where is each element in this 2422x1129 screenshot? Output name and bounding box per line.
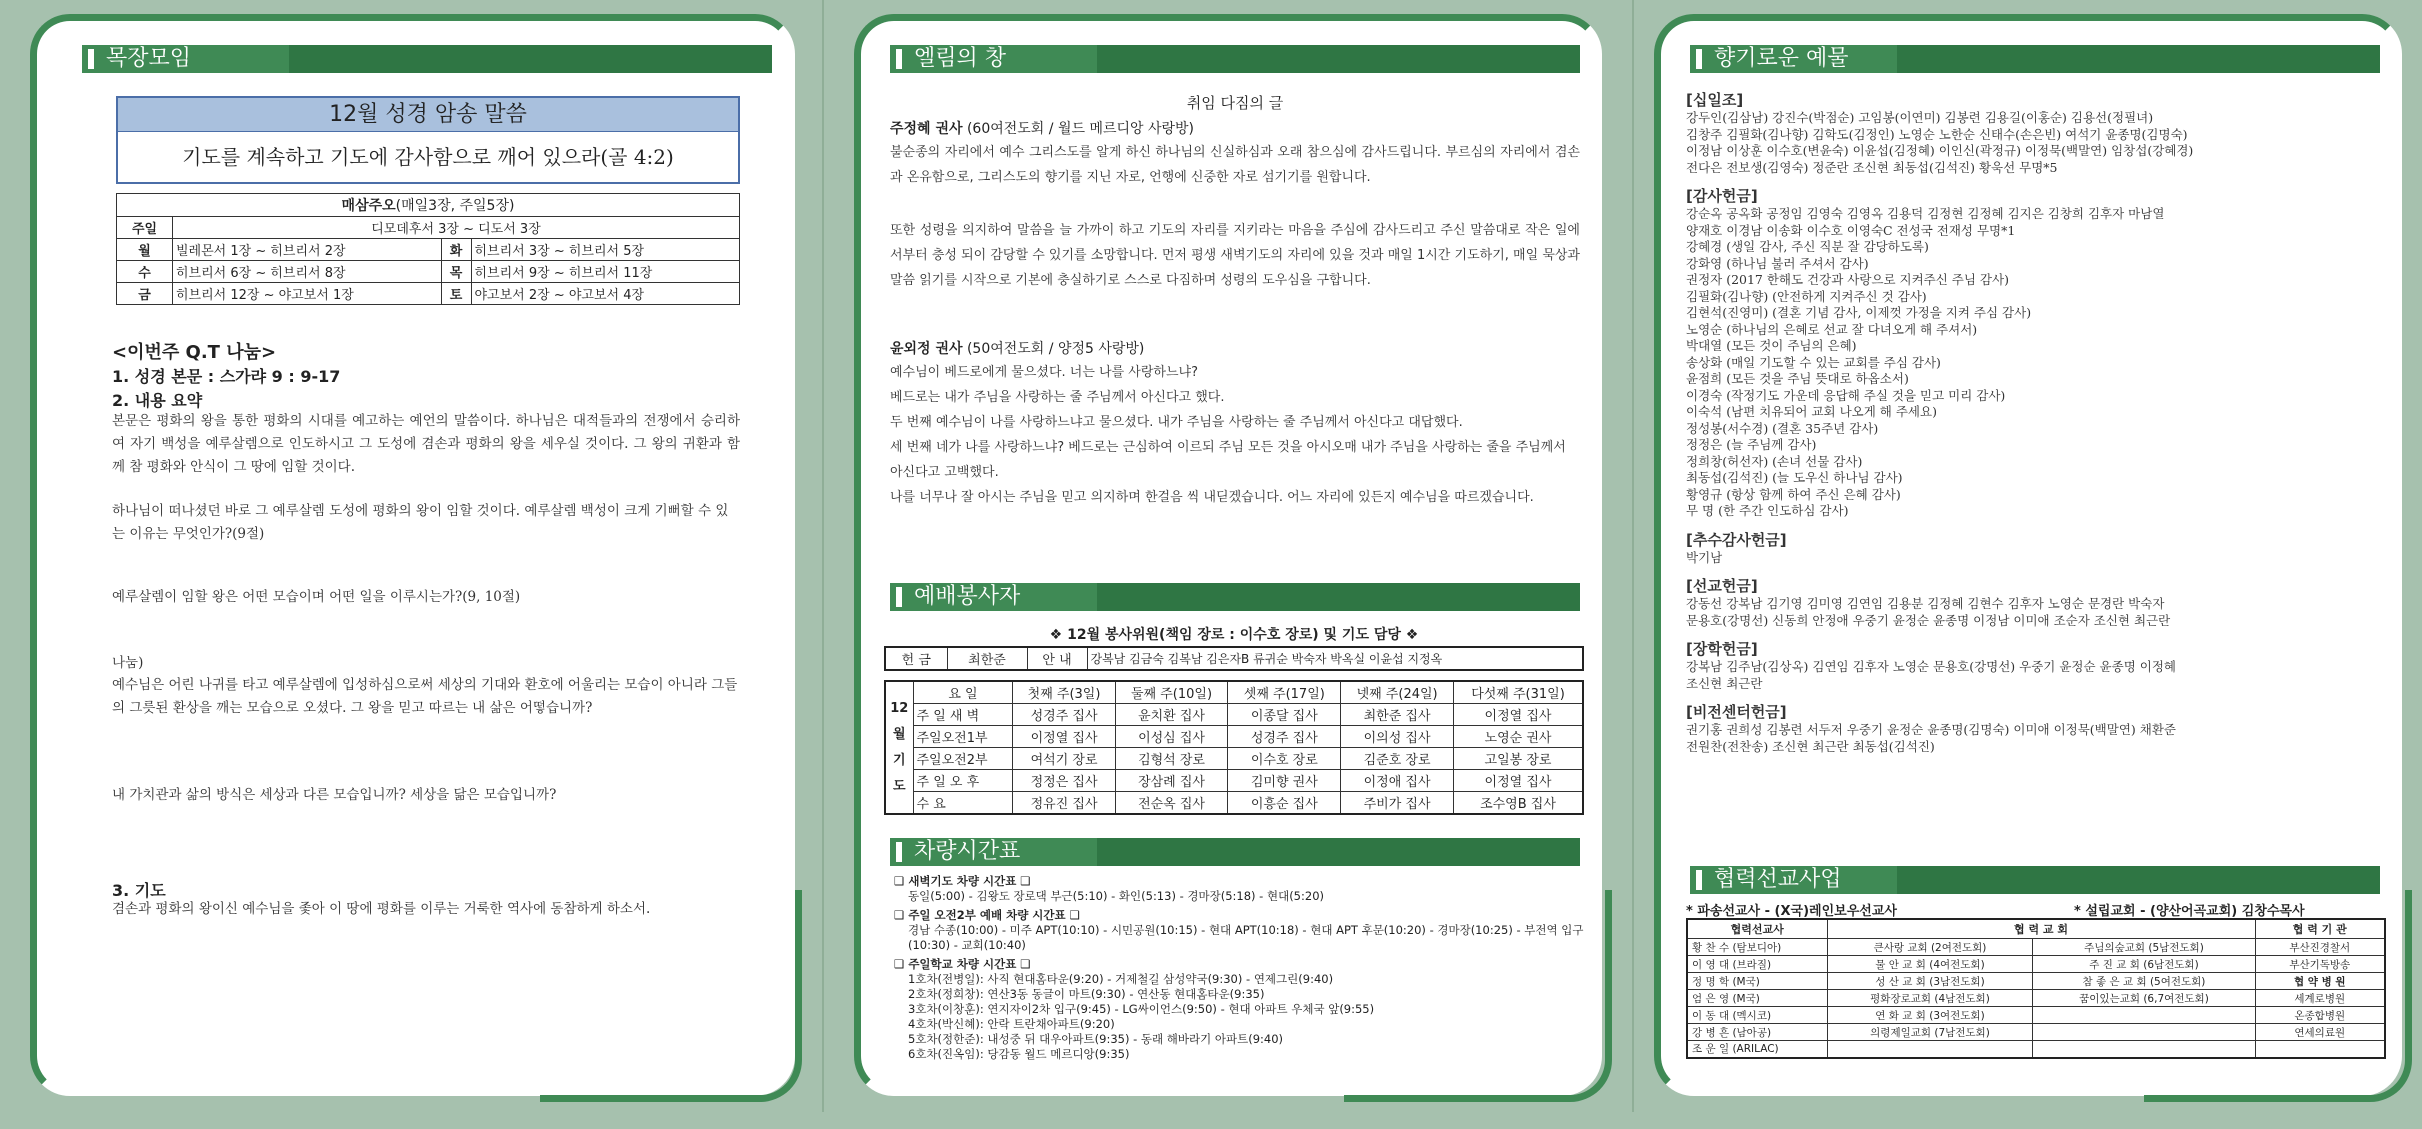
mission-cell: 꿈이있는교회 (6,7여전도회): [2033, 990, 2255, 1007]
offering-line: 황영규 (항상 함께 하여 주신 은혜 감사): [1686, 486, 1901, 502]
col-header: 협 력 기 관: [2255, 919, 2385, 939]
table-row: [1687, 939, 2385, 956]
panel-3: [1634, 0, 2422, 1112]
section-header: 엘림의 창: [890, 45, 1580, 73]
offering-line: 이경숙 (작정기도 가운데 응답해 주실 것을 믿고 미리 감사): [1686, 387, 2006, 403]
offering-line: 노영순 (하나님의 은혜로 선교 잘 다녀오게 해 주셔서): [1686, 321, 1978, 337]
table-row: [1687, 973, 2385, 990]
reading-cell: 히브리서 9장 ~ 히브리서 11장: [471, 261, 740, 283]
mission-cell: [2033, 1007, 2255, 1024]
bus-text: 6호차(진옥임): 당감동 월드 메르디앙(9:35): [908, 1047, 1130, 1061]
col-header: 둘째 주(10일): [1115, 681, 1228, 704]
col-header: 넷째 주(24일): [1341, 681, 1454, 704]
reading-cell: 히브리서 6장 ~ 히브리서 8장: [173, 261, 442, 283]
day-label: 목: [441, 261, 471, 283]
essay-title: 취임 다짐의 글: [1186, 94, 1284, 112]
offering-line: 김필화(김나향) (안전하게 지켜주신 것 감사): [1686, 288, 1927, 304]
day-label: 토: [441, 283, 471, 305]
mission-cell: 황 찬 수 (탐보디아): [1687, 939, 1827, 956]
sunday-text: 디모데후서 3장 ~ 디도서 3장: [173, 217, 740, 239]
offering-label: 헌 금: [885, 647, 947, 670]
offering-line: 이정남 이상훈 이수호(변윤숙) 이윤섭(김정혜) 이인신(곽정규) 이정묵(백말연) 임창섭(강혜경): [1686, 143, 2194, 158]
offering-line: 김창주 김필화(김나향) 김학도(김정인) 노영순 노한순 신태수(손은빈) 여석기 윤종명(김명숙): [1686, 126, 2188, 142]
bus-title: ❑ 주일학교 차량 시간표 ❑: [894, 957, 1031, 971]
bus-text: 4호차(박신혜): 안락 트란채아파트(9:20): [908, 1017, 1115, 1031]
mission-cell: 조 운 일 (ARILAC): [1687, 1041, 1827, 1058]
qt-summary-2: 하나님이 떠나셨던 바로 그 예루살렘 도성에 평화의 왕이 임할 것이다. 예루살렘 백성이 크게 기뻐할 수 있는 이유는 무엇인가?(9절): [112, 503, 729, 542]
day-label: 금: [117, 283, 173, 305]
offering-line: 강화영 (하나님 불러 주셔서 감사): [1686, 255, 1869, 271]
sunday-label: 주일: [117, 217, 173, 239]
mission-cell: 연세의료원: [2255, 1024, 2385, 1041]
table-row: 주일오전1부 이정열 집사 이성심 집사 성경주 집사 이의성 집사 노영순 권사: [885, 726, 1583, 748]
mission-table: [1686, 918, 2386, 1059]
offering-line: 이숙석 (남편 치유되어 교회 나오게 해 주세요): [1686, 404, 1937, 419]
verse-text: 기도를 계속하고 기도에 감사함으로 깨어 있으라(골 4:2): [182, 145, 674, 169]
essay-2-line: 예수님이 베드로에게 물으셨다. 너는 나를 사랑하느냐?: [890, 365, 1198, 380]
essay-2-line: 나를 너무나 잘 아시는 주님을 믿고 의지하며 한걸음 씩 내딛겠습니다. 어느 자리에 있든지 예수님을 따르겠습니다.: [890, 490, 1534, 505]
mission-cell: [2033, 1041, 2255, 1058]
side-label: 12 월 기 도: [885, 681, 913, 814]
table-row: [1687, 1041, 2385, 1058]
col-header: 셋째 주(17일): [1228, 681, 1341, 704]
usher-names: 강복남 김금숙 김복남 김은자B 류귀순 박숙자 박옥실 이윤섭 지정옥: [1087, 647, 1583, 670]
day-label: 수: [117, 261, 173, 283]
mission-cell: 물 안 교 회 (4여전도회): [1827, 956, 2033, 973]
bus-text: 2호차(정희창): 연산3동 동글이 마트(9:30) - 연산동 현대홈타운(9:35): [908, 987, 1265, 1001]
offering-line: 전원찬(전찬송) 조신현 최근란 최동섭(김석진): [1686, 738, 1935, 754]
table-row: [1687, 956, 2385, 973]
offering-section-title: [비전센터헌금]: [1686, 703, 1787, 721]
mission-cell: [2033, 1024, 2255, 1041]
essay-2-line: 베드로는 내가 주님을 사랑하는 줄 주님께서 아신다고 했다.: [890, 390, 1225, 405]
table-row: 주 일 새 벽 성경주 집사 윤치환 집사 이종달 집사 최한준 집사 이정열 집사: [885, 704, 1583, 726]
mission-cell: 평화장로교회 (4남전도회): [1827, 990, 2033, 1007]
verse-title: 12월 성경 암송 말씀: [118, 98, 738, 132]
prayer-schedule-table: [884, 680, 1584, 815]
mission-cell: 협 약 병 원: [2255, 973, 2385, 990]
offering-list: [1686, 90, 2386, 755]
author-1-info: (60여전도회 / 월드 메르디앙 사랑방): [966, 121, 1195, 137]
reading-cell: 빌레몬서 1장 ~ 히브리서 2장: [173, 239, 442, 261]
mission-cell: 정 명 학 (M국): [1687, 973, 1827, 990]
offering-line: 최동섭(김석진) (늘 도우신 하나님 감사): [1686, 470, 1903, 485]
panel-1: [0, 0, 822, 1112]
panel-2: [824, 0, 1632, 1112]
offering-line: 문용호(강명선) 신동희 안정애 우중기 윤정순 윤종명 이정남 이미애 조순자 조신현 최근란: [1686, 612, 2171, 628]
bible-table-subtitle: (매일3장, 주일5장): [395, 198, 515, 214]
bus-schedules: [894, 874, 1584, 1062]
offering-line: 윤점희 (모든 것을 주님 뜻대로 하옵소서): [1686, 371, 1909, 386]
mission-cell: 온종합병원: [2255, 1007, 2385, 1024]
offering-section-title: [선교헌금]: [1686, 577, 1758, 595]
bible-table-title: 매삼주오: [341, 198, 396, 214]
essay-2-line: 세 번째 네가 나를 사랑하느냐? 베드로는 근심하여 이르되 주님 모든 것을 아시오매 내가 주님을 사랑하는 줄을 주님께서 아신다고 고백했다.: [890, 440, 1566, 480]
author-2-name: 윤외정 권사: [890, 341, 963, 357]
offering-line: 박대열 (모든 것이 주님의 은혜): [1686, 338, 1857, 353]
offering-line: 박기남: [1686, 549, 1723, 565]
offering-section-title: [추수감사헌금]: [1686, 530, 1787, 549]
reading-cell: 야고보서 2장 ~ 야고보서 4장: [471, 283, 740, 305]
mission-cell: 강 병 흔 (남아공): [1687, 1024, 1827, 1041]
offering-name: 최한준: [947, 647, 1027, 670]
offering-line: 양재호 이경남 이송화 이수호 이영숙C 전성국 전재성 무명*1: [1686, 222, 2016, 238]
col-header: 협 력 교 회: [1827, 919, 2255, 939]
offering-line: 권기홍 권희성 김봉련 서두저 우중기 윤정순 윤종명(김명숙) 이미애 이정묵(백말연) 채환준: [1686, 722, 2176, 737]
reading-cell: 히브리서 3장 ~ 히브리서 5장: [471, 239, 740, 261]
essay-2-line: 두 번째 예수님이 나를 사랑하느냐고 물으셨다. 내가 주님을 사랑하는 줄 주님께서 아신다고 대답했다.: [890, 415, 1463, 430]
col-header: 요 일: [913, 681, 1013, 704]
mission-cell: 참 좋 은 교 회 (5여전도회): [2033, 973, 2255, 990]
mission-cell: 큰사랑 교회 (2여전도회): [1827, 939, 2033, 956]
bus-text: 3호차(이창훈): 연지자이2차 입구(9:45) - LG싸이언스(9:50) - 현대 아파트 우체국 앞(9:55): [908, 1002, 1375, 1016]
mission-cell: 부산진경찰서: [2255, 939, 2385, 956]
table-row: [1687, 1007, 2385, 1024]
bus-text: 동일(5:00) - 김왕도 장로댁 부근(5:10) - 화인(5:13) - 경마장(5:18) - 현대(5:20): [908, 889, 1324, 903]
offering-line: 송상화 (매일 기도할 수 있는 교회를 주심 감사): [1686, 354, 1941, 370]
offering-line: 무 명 (한 주간 인도하심 감사): [1686, 503, 1849, 518]
offering-line: 강두인(김삼남) 강진수(박점순) 고임봉(이연미) 김봉련 김용길(이홍순) 김용선(정필녀): [1686, 110, 2154, 125]
mission-cell: 이 영 대 (브라질): [1687, 956, 1827, 973]
share-text: 예수님은 어린 나귀를 타고 예루살렘에 입성하심으로써 세상의 기대와 환호에 어울리는 모습이 아니라 그들의 그릇된 환상을 깨는 모습으로 오셨다. 그 왕을 믿고 따르는 내 삶은 어떻습니까?: [112, 677, 738, 716]
bible-reading-table: [116, 193, 740, 305]
mission-cell: [1827, 1041, 2033, 1058]
essay-1-p2: 또한 성령을 의지하여 말씀을 늘 가까이 하고 기도의 자리를 지키라는 마음을 주심에 감사드리고 주신 말씀대로 작은 일에서부터 충성 되이 감당할 수 있기를 소망합니다. 먼저 평생 새벽기도의 자리에 있을 것과 매일 1시간 기도하기, 매일 묵상과 말씀 읽기를 시작으로 기본에 충실하기로 스스로 다짐하며 성령의 도우심을 구합니다.: [890, 223, 1580, 288]
mission-cell: 부산기독방송: [2255, 956, 2385, 973]
offering-section-title: [십일조]: [1686, 91, 1744, 109]
bus-text: 1호차(전병일): 사직 현대홈타운(9:20) - 거제철길 삼성약국(9:30) - 연제그린(9:40): [908, 972, 1334, 986]
offering-line: 권정자 (2017 한해도 건강과 사랑으로 지켜주신 주님 감사): [1686, 272, 2009, 287]
section-header: 예배봉사자: [890, 583, 1580, 611]
usher-label: 안 내: [1027, 647, 1087, 670]
offering-section-title: [장학헌금]: [1686, 640, 1758, 658]
section-header: 목장모임: [82, 45, 772, 73]
verse-box: [116, 96, 740, 184]
offering-line: 전다은 전보생(김영숙) 정준란 조신현 최동섭(김석진) 황욱선 무명*5: [1686, 159, 2058, 175]
bus-title: ❑ 주일 오전2부 예배 차량 시간표 ❑: [894, 908, 1080, 922]
offering-line: 정성봉(서수경) (결혼 35주년 감사): [1686, 420, 1879, 436]
offering-line: 강혜경 (생일 감사, 주신 직분 잘 감당하도록): [1686, 239, 1929, 254]
qt-question-4: 내 가치관과 삶의 방식은 세상과 다른 모습입니까? 세상을 닮은 모습입니까?: [112, 787, 557, 803]
qt-section-1: 1. 성경 본문 : 스가랴 9 : 9-17: [112, 367, 341, 386]
mission-cell: 세계로병원: [2255, 990, 2385, 1007]
offering-line: 김현석(진영미) (결혼 기념 감사, 이제껏 가정을 지켜 주심 감사): [1686, 305, 2032, 320]
section-header: 차량시간표: [890, 838, 1580, 866]
offering-line: 강순옥 공옥화 공정임 김영숙 김영옥 김용덕 김정현 김정혜 김지은 김창희 김후자 마남열: [1686, 206, 2165, 221]
table-row: [1687, 1024, 2385, 1041]
qt-question-2: 예루살렘이 임할 왕은 어떤 모습이며 어떤 일을 이루시는가?(9, 10절): [112, 589, 521, 605]
offering-line: 정정은 (늘 주님께 감사): [1686, 437, 1817, 452]
section-header: 향기로운 예물: [1690, 45, 2380, 73]
qt-section-3: 3. 기도: [112, 881, 166, 900]
col-header: 첫째 주(3일): [1013, 681, 1115, 704]
section-header: 협력선교사업: [1690, 866, 2380, 894]
offering-line: 강동선 강복남 김기영 김미영 김연임 김용분 김정혜 김현수 김후자 노영순 문경란 박숙자: [1686, 596, 2165, 611]
essay-1-p1: 불순종의 자리에서 예수 그리스도를 알게 하신 하나님의 신실하심과 오래 참으심에 감사드립니다. 부르심의 자리에서 겸손과 온유함으로, 그리스도의 향기를 지닌 자로, 언행에 신중한 자로 섬기기를 원합니다.: [890, 145, 1580, 185]
mission-cell: 이 동 대 (멕시코): [1687, 1007, 1827, 1024]
offering-line: 정희창(허선자) (손녀 선물 감사): [1686, 453, 1863, 469]
day-label: 월: [117, 239, 173, 261]
church-plant-label: * 설립교회 - (양산어곡교회) 김창수목사: [2074, 904, 2305, 919]
bus-text: 5호차(정한준): 내성중 뒤 대우아파트(9:35) - 동래 해바라기 아파트(9:40): [908, 1032, 1284, 1046]
offering-usher-table: [884, 646, 1584, 671]
share-label: 나눔): [112, 655, 144, 671]
offering-line: 강복남 김주남(김상옥) 김연임 김후자 노영순 문용호(강명선) 우중기 윤정순 윤종명 이정혜: [1686, 659, 2176, 674]
bus-text: 경남 수종(10:00) - 미주 APT(10:10) - 시민공원(10:15) - 현대 APT(10:18) - 현대 APT 후문(10:20) - 경마장(10:25) - 부전역 입구(10:30) - 교회(10:40): [908, 923, 1584, 952]
table-row: 주 일 오 후 정정은 집사 장삼례 집사 김미향 권사 이정애 집사 이정열 집사: [885, 770, 1583, 792]
col-header: 다섯째 주(31일): [1453, 681, 1583, 704]
mission-cell: 의령제일교회 (7남전도회): [1827, 1024, 2033, 1041]
mission-cell: 주님의숲교회 (5남전도회): [2033, 939, 2255, 956]
essay-2: [890, 360, 1580, 510]
author-1-name: 주정혜 권사: [890, 121, 963, 137]
author-1: [890, 118, 1194, 138]
missionary-label: * 파송선교사 - (X국)레인보우선교사: [1686, 904, 1897, 919]
service-title: ❖ 12월 봉사위원(책임 장로 : 이수호 장로) 및 기도 담당 ❖: [1049, 627, 1419, 643]
reading-cell: 히브리서 12장 ~ 야고보서 1장: [173, 283, 442, 305]
author-2: [890, 338, 1144, 358]
table-row: [1687, 990, 2385, 1007]
qt-summary: 본문은 평화의 왕을 통한 평화의 시대를 예고하는 예언의 말씀이다. 하나님은 대적들과의 전쟁에서 승리하여 자기 백성을 예루살렘으로 인도하시고 그 도성에 겸손과 평화의 왕을 세우실 것이다. 그 왕의 귀환과 함께 참 평화와 안식이 그 땅에 임할 것이다.: [112, 413, 740, 475]
qt-section-2: 2. 내용 요약: [112, 391, 203, 410]
mission-cell: 엄 은 영 (M국): [1687, 990, 1827, 1007]
offering-line: 조신현 최근란: [1686, 675, 1763, 691]
mission-cell: [2255, 1041, 2385, 1058]
sheet-1-border: [540, 890, 802, 1102]
mission-cell: 주 진 교 회 (6남전도회): [2033, 956, 2255, 973]
table-row: 수 요 정유진 집사 전순옥 집사 이흥순 집사 주비가 집사 조수영B 집사: [885, 792, 1583, 815]
mission-cell: 성 산 교 회 (3남전도회): [1827, 973, 2033, 990]
table-row: 주일오전2부 여석기 장로 김형석 장로 이수호 장로 김준호 장로 고일봉 장로: [885, 748, 1583, 770]
author-2-info: (50여전도회 / 양정5 사랑방): [966, 341, 1145, 357]
day-label: 화: [441, 239, 471, 261]
offering-section-title: [감사헌금]: [1686, 187, 1758, 205]
mission-cell: 연 화 교 회 (3여전도회): [1827, 1007, 2033, 1024]
qt-title: <이번주 Q.T 나눔>: [112, 342, 277, 363]
col-header: 협력선교사: [1687, 919, 1827, 939]
bus-title: ❑ 새벽기도 차량 시간표 ❑: [894, 874, 1031, 888]
prayer-text: 겸손과 평화의 왕이신 예수님을 좇아 이 땅에 평화를 이루는 거룩한 역사에 동참하게 하소서.: [112, 901, 651, 917]
